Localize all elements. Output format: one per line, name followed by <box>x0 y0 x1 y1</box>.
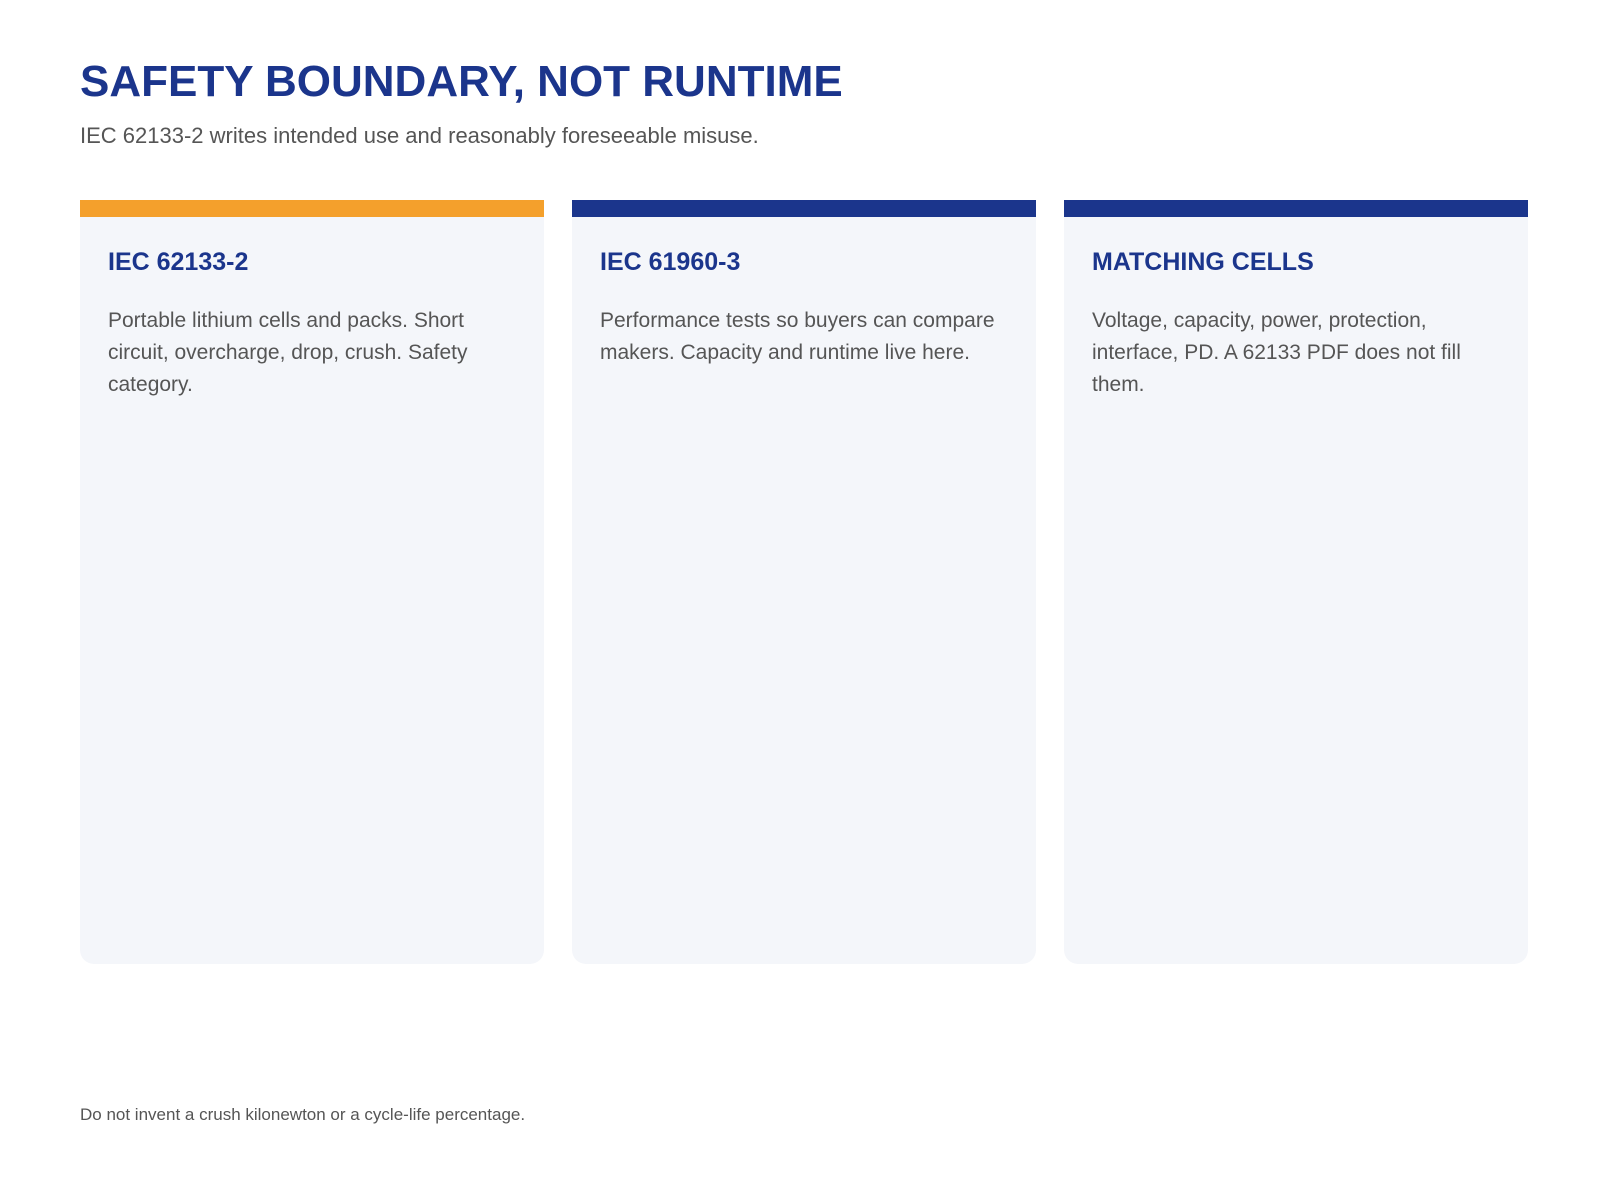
page-subtitle: IEC 62133-2 writes intended use and reasonably foreseeable misuse. <box>80 123 759 148</box>
footnote: Do not invent a crush kilonewton or a cycle-life percentage. <box>80 1105 526 1124</box>
card-row <box>80 200 1528 964</box>
card-accent-bar <box>1064 200 1528 217</box>
page-title: SAFETY BOUNDARY, NOT RUNTIME <box>80 57 843 106</box>
card-text: Portable lithium cells and packs. Short circuit, overcharge, drop, crush. Safety category. <box>108 309 468 396</box>
card-accent-bar <box>572 200 1036 217</box>
card-body <box>1064 217 1528 401</box>
card-iec-61960-3 <box>572 200 1036 964</box>
card-iec-62133-2 <box>80 200 544 964</box>
card-body <box>572 217 1036 369</box>
card-accent-bar <box>80 200 544 217</box>
card-text: Performance tests so buyers can compare makers. Capacity and runtime live here. <box>600 309 995 364</box>
card-matching-cells <box>1064 200 1528 964</box>
card-title: IEC 61960-3 <box>600 248 741 276</box>
page-header <box>80 56 1520 150</box>
card-title: MATCHING CELLS <box>1092 248 1314 276</box>
card-text: Voltage, capacity, power, protection, interface, PD. A 62133 PDF does not fill them. <box>1092 309 1461 396</box>
card-body <box>80 217 544 401</box>
card-title: IEC 62133-2 <box>108 248 249 276</box>
